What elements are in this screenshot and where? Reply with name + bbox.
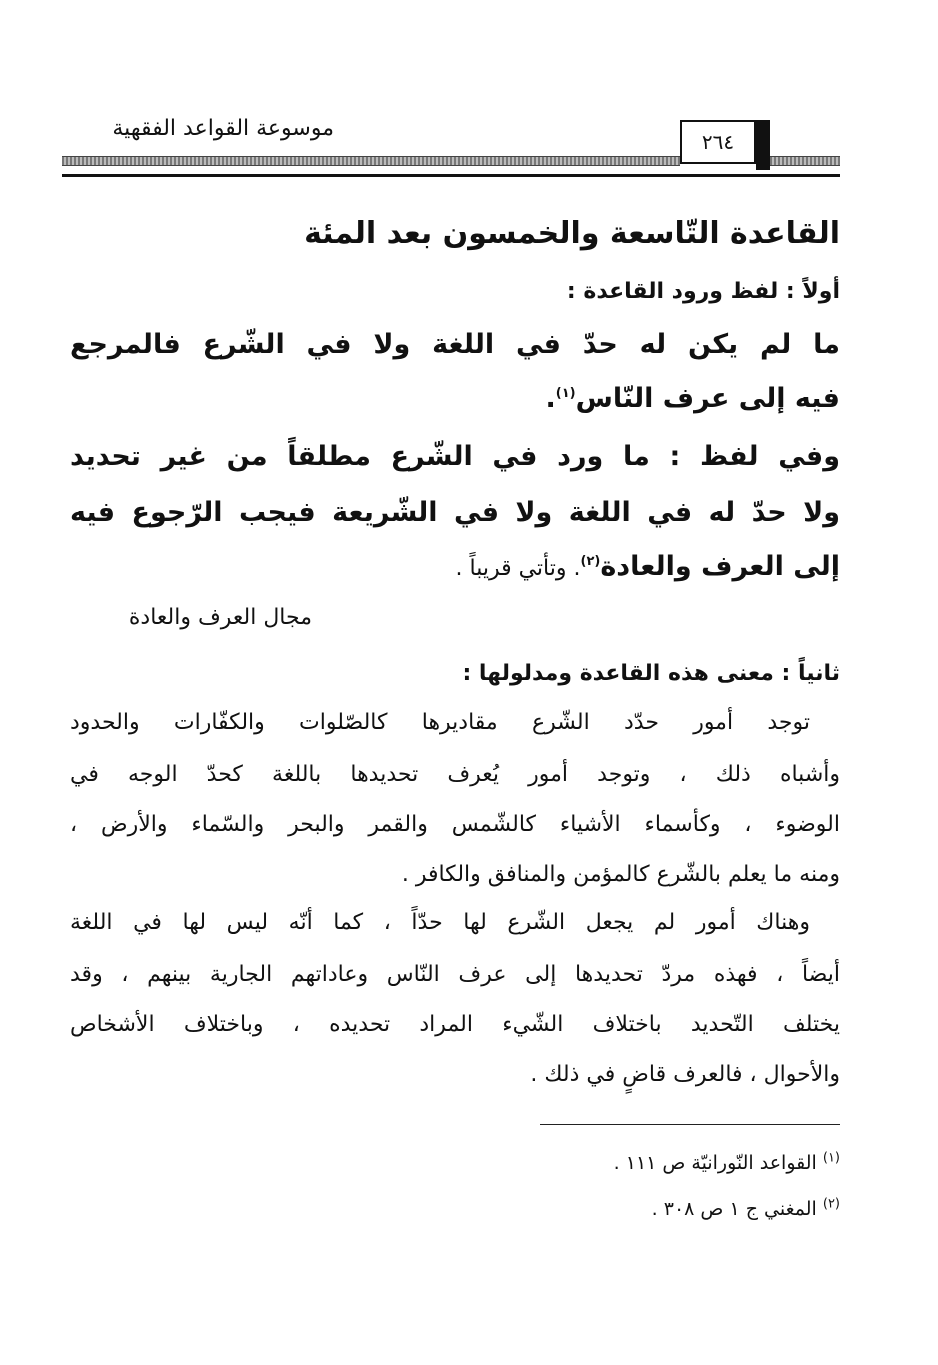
rule-text-line: ما لم يكن له حدّ في اللغة ولا في الشّرع فالمرجع: [70, 329, 840, 360]
paragraph1-line: توجد أمور حدّد الشّرع مقاديرها كالصّلوات والكفّارات والحدود: [70, 710, 810, 735]
paragraph1-line: ومنه ما يعلم بالشّرع كالمؤمن والمنافق والكافر .: [401, 862, 840, 887]
footnote-1: [614, 1148, 840, 1178]
paragraph1-line: وأشباه ذلك ، وتوجد أمور يُعرف تحديدها باللغة كحدّ الوجه في: [70, 762, 840, 787]
alt-text-line: وفي لفظ : ما ورد في الشّرع مطلقاً من غير تحديد: [70, 441, 840, 472]
paragraph2-line: أيضاً ، فهذه مردّ تحديدها إلى عرف النّاس وعاداتهم الجارية بينهم ، وقد: [70, 962, 840, 987]
footnote-text: المغني ج ١ ص ٣٠٨ .: [651, 1198, 817, 1220]
footnote-2: [652, 1194, 840, 1224]
header-rule-thin: [62, 174, 840, 177]
paragraph2-line: يختلف التّحديد باختلاف الشّيء المراد تحديده ، وباختلاف الأشخاص: [70, 1012, 840, 1037]
paragraph1-line: الوضوء ، وكأسماء الأشياء كالشّمس والقمر والبحر والسّماء والأرض ،: [70, 812, 840, 837]
paragraph2-line: وهناك أمور لم يجعل الشّرع لها حدّاً ، كما أنّه ليس لها في اللغة: [70, 910, 810, 935]
alt-text-tail: . وتأتي قريباً .: [455, 556, 581, 581]
footnote-ref: (١): [555, 386, 576, 401]
footnote-ref: (٢): [580, 554, 601, 569]
alt-text-line: ولا حدّ له في اللغة ولا في الشّريعة فيجب الرّجوع فيه: [70, 497, 840, 528]
section1-heading: أولاً : لفظ ورود القاعدة :: [566, 279, 840, 304]
book-title: موسوعة القواعد الفقهية: [112, 116, 334, 141]
field-label: مجال العرف والعادة: [128, 605, 312, 630]
paragraph2-line: والأحوال ، فالعرف قاضٍ في ذلك .: [530, 1062, 840, 1087]
alt-text-line: [456, 544, 841, 590]
rule-text-end: .: [545, 383, 556, 414]
footnote-mark: (١): [822, 1150, 840, 1166]
rule-text-line: [545, 376, 840, 422]
footnote-separator: [540, 1124, 840, 1125]
rule-title: القاعدة التّاسعة والخمسون بعد المئة: [304, 216, 840, 251]
footnote-mark: (٢): [822, 1196, 840, 1212]
alt-text: إلى العرف والعادة: [600, 551, 840, 582]
page-number-box-shadow: [756, 120, 770, 170]
footnote-text: القواعد النّورانيّة ص ١١١ .: [613, 1152, 817, 1174]
rule-text: فيه إلى عرف النّاس: [575, 383, 840, 414]
header-rule-right: [770, 156, 840, 166]
page-number: ٢٦٤: [680, 120, 756, 164]
header-rule-left: [62, 156, 680, 166]
section2-heading: ثانياً : معنى هذه القاعدة ومدلولها :: [462, 661, 840, 686]
